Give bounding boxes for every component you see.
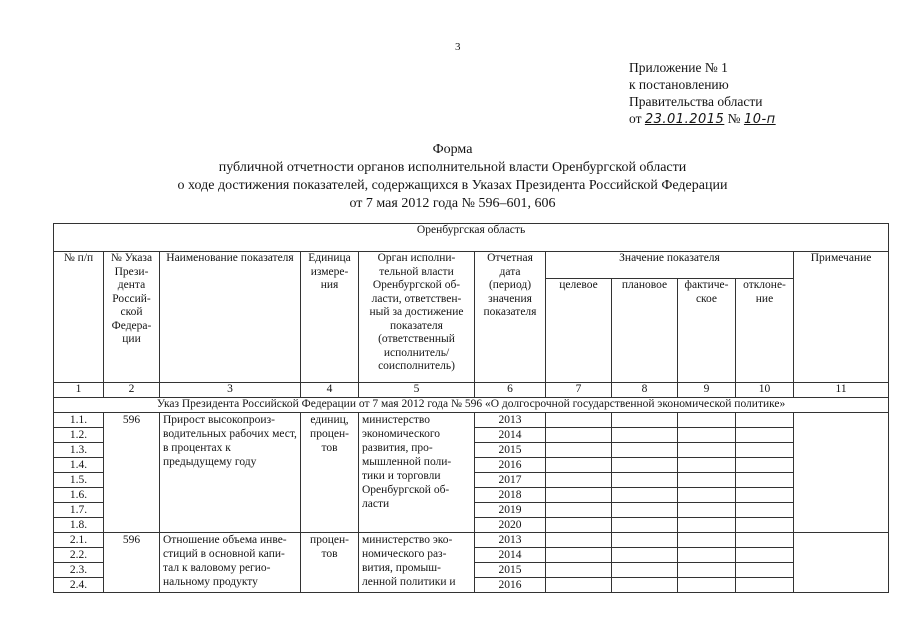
deviation-cell [736, 413, 794, 428]
row-code: 1.7. [54, 503, 104, 518]
header-target: целевое [546, 279, 612, 383]
appendix-from: от [629, 111, 642, 126]
note-cell [794, 413, 889, 533]
deviation-cell [736, 548, 794, 563]
header-actual: фактиче-ское [678, 279, 736, 383]
actual-cell [678, 518, 736, 533]
period-cell: 2016 [475, 578, 546, 593]
indicator-name: Отношение объема инве-стиций в основной капи-тал к валовому регио-нальному продукту [160, 533, 301, 593]
target-cell [546, 488, 612, 503]
decree-row: Указ Президента Российской Федерации от 7 мая 2012 года № 596 «О долгосрочной государственной экономической политике» [54, 398, 889, 413]
col-number: 1 [54, 383, 104, 398]
header-unit: Единица измере-ния [301, 252, 359, 383]
deviation-cell [736, 428, 794, 443]
target-cell [546, 413, 612, 428]
region-header: Оренбургская область [54, 224, 889, 252]
row-code: 2.1. [54, 533, 104, 548]
actual-cell [678, 563, 736, 578]
row-code: 2.4. [54, 578, 104, 593]
actual-cell [678, 578, 736, 593]
header-name: Наименование показателя [160, 252, 301, 383]
appendix-block [629, 59, 776, 128]
indicator-name: Прирост высокопроиз-водительных рабочих мест, в процентах к предыдущему году [160, 413, 301, 533]
actual-cell [678, 458, 736, 473]
header-deviation: отклоне-ние [736, 279, 794, 383]
row-code: 1.4. [54, 458, 104, 473]
col-number: 5 [359, 383, 475, 398]
handwritten-number: 10-п [743, 112, 776, 127]
col-number: 9 [678, 383, 736, 398]
actual-cell [678, 413, 736, 428]
planned-cell [612, 413, 678, 428]
title-line3: о ходе достижения показателей, содержащихся в Указах Президента Российской Федерации [177, 178, 728, 193]
appendix-line3: Правительства области [629, 94, 763, 109]
target-cell [546, 473, 612, 488]
actual-cell [678, 473, 736, 488]
handwritten-date: 23.01.2015 [644, 112, 725, 127]
title-line4: от 7 мая 2012 года № 596–601, 606 [349, 196, 556, 211]
organ-cell: министерство экономического развития, про-мышленной поли-тики и торговли Оренбургской об-ласти [359, 413, 475, 533]
period-cell: 2013 [475, 413, 546, 428]
target-cell [546, 578, 612, 593]
target-cell [546, 533, 612, 548]
deviation-cell [736, 518, 794, 533]
actual-cell [678, 488, 736, 503]
period-cell: 2020 [475, 518, 546, 533]
deviation-cell [736, 503, 794, 518]
planned-cell [612, 458, 678, 473]
header-value-group: Значение показателя [546, 252, 794, 279]
row-code: 2.3. [54, 563, 104, 578]
note-cell [794, 533, 889, 593]
unit-cell: единиц, процен-тов [301, 413, 359, 533]
col-number: 3 [160, 383, 301, 398]
row-code: 1.3. [54, 443, 104, 458]
table-row [54, 533, 889, 548]
col-number: 11 [794, 383, 889, 398]
planned-cell [612, 518, 678, 533]
period-cell: 2015 [475, 563, 546, 578]
col-number: 2 [104, 383, 160, 398]
appendix-line2: к постановлению [629, 77, 729, 92]
target-cell [546, 518, 612, 533]
row-code: 1.5. [54, 473, 104, 488]
planned-cell [612, 563, 678, 578]
period-cell: 2016 [475, 458, 546, 473]
row-code: 1.8. [54, 518, 104, 533]
deviation-cell [736, 458, 794, 473]
deviation-cell [736, 443, 794, 458]
decree-cell: 596 [104, 533, 160, 593]
planned-cell [612, 548, 678, 563]
deviation-cell [736, 488, 794, 503]
actual-cell [678, 503, 736, 518]
actual-cell [678, 548, 736, 563]
col-number: 8 [612, 383, 678, 398]
target-cell [546, 428, 612, 443]
unit-cell: процен-тов [301, 533, 359, 593]
planned-cell [612, 443, 678, 458]
period-cell: 2015 [475, 443, 546, 458]
header-period: Отчетная дата (период) значения показателя [475, 252, 546, 383]
actual-cell [678, 428, 736, 443]
row-code: 2.2. [54, 548, 104, 563]
target-cell [546, 563, 612, 578]
title-line2: публичной отчетности органов исполнительной власти Оренбургской области [218, 160, 687, 175]
deviation-cell [736, 533, 794, 548]
row-code: 1.1. [54, 413, 104, 428]
planned-cell [612, 503, 678, 518]
planned-cell [612, 428, 678, 443]
header-num: № п/п [54, 252, 104, 383]
appendix-line1: Приложение № 1 [629, 60, 728, 75]
period-cell: 2019 [475, 503, 546, 518]
form-title [0, 141, 905, 213]
period-cell: 2014 [475, 428, 546, 443]
deviation-cell [736, 563, 794, 578]
header-decree: № Указа Прези-дента Россий-ской Федера-ции [104, 252, 160, 383]
target-cell [546, 503, 612, 518]
col-number: 4 [301, 383, 359, 398]
header-note: Примечание [794, 252, 889, 383]
planned-cell [612, 473, 678, 488]
header-organ: Орган исполни-тельной власти Оренбургской об-ласти, ответствен-ный за достижение показателя (ответственный исполнитель/ соисполнитель) [359, 252, 475, 383]
planned-cell [612, 578, 678, 593]
period-cell: 2013 [475, 533, 546, 548]
actual-cell [678, 533, 736, 548]
target-cell [546, 548, 612, 563]
row-code: 1.6. [54, 488, 104, 503]
col-number: 7 [546, 383, 612, 398]
deviation-cell [736, 578, 794, 593]
period-cell: 2017 [475, 473, 546, 488]
target-cell [546, 458, 612, 473]
actual-cell [678, 443, 736, 458]
deviation-cell [736, 473, 794, 488]
col-number: 6 [475, 383, 546, 398]
planned-cell [612, 533, 678, 548]
report-table [53, 223, 889, 593]
appendix-number-label: № [727, 111, 741, 126]
period-cell: 2014 [475, 548, 546, 563]
row-code: 1.2. [54, 428, 104, 443]
organ-cell: министерство эко-номического раз-вития, промыш-ленной политики и [359, 533, 475, 593]
period-cell: 2018 [475, 488, 546, 503]
header-planned: плановое [612, 279, 678, 383]
target-cell [546, 443, 612, 458]
col-number: 10 [736, 383, 794, 398]
table-row [54, 413, 889, 428]
decree-cell: 596 [104, 413, 160, 533]
appendix-date-line [629, 110, 776, 128]
page-number: 3 [455, 41, 461, 53]
planned-cell [612, 488, 678, 503]
title-line1: Форма [432, 142, 473, 157]
